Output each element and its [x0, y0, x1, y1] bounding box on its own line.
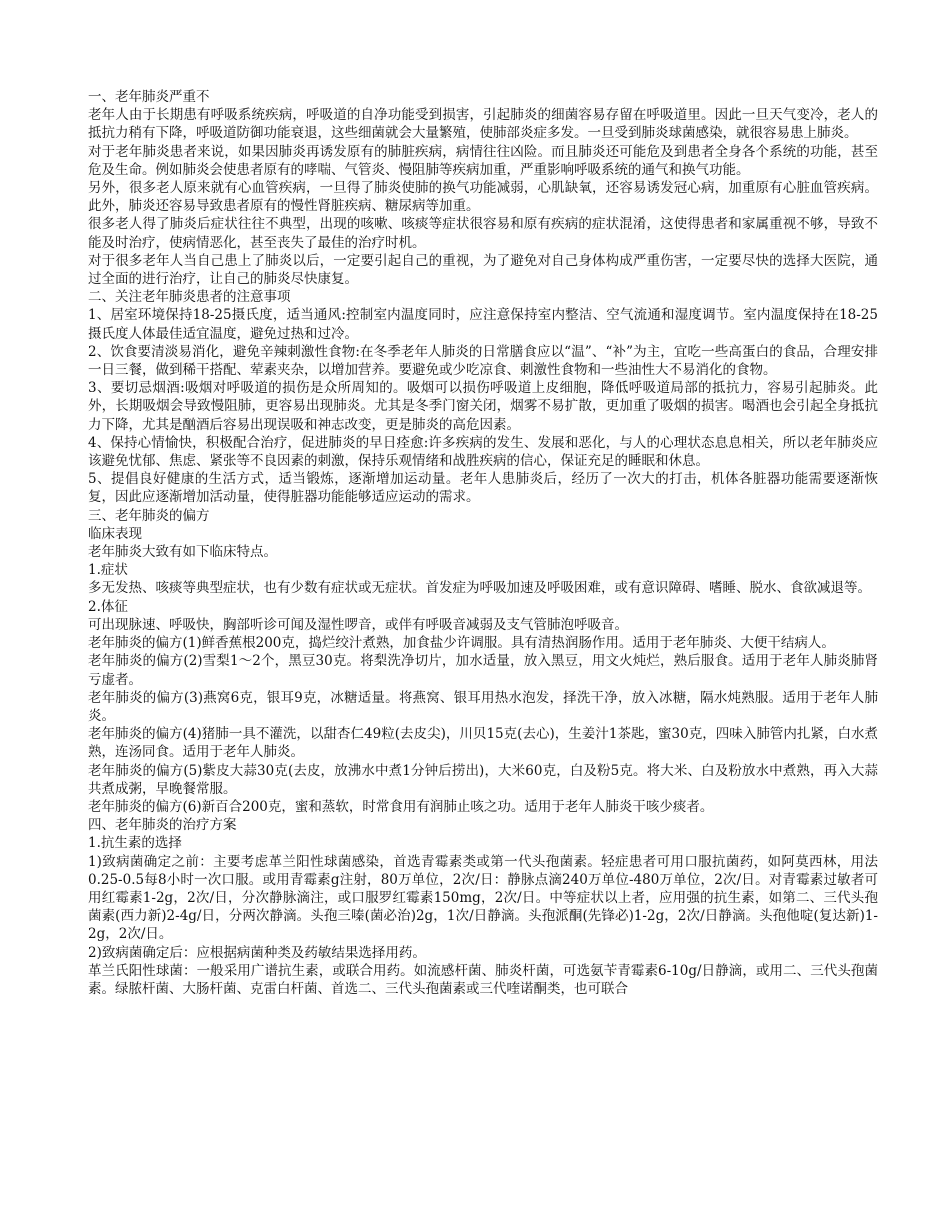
paragraph: 老年肺炎的偏方(5)紫皮大蒜30克(去皮，放沸水中煮1分钟后捞出)，大米60克，白及粉5克。将大米、白及粉放水中煮熟，再入大蒜共煮成粥，早晚餐常服。: [88, 762, 878, 797]
document-body: [88, 88, 878, 998]
paragraph: 2、饮食要清淡易消化，避免辛辣刺激性食物:在冬季老年人肺炎的日常膳食应以“温”、“补”为主，宜吃一些高蛋白的食品，合理安排一日三餐，做到稀干搭配、荤素夹杂，以增加营养。要避免或少吃凉食、刺激性食物和一些油性大不易消化的食物。: [88, 343, 878, 379]
paragraph: 对于老年肺炎患者来说，如果因肺炎再诱发原有的肺脏疾病，病情往往凶险。而且肺炎还可能危及到患者全身各个系统的功能，甚至危及生命。例如肺炎会使患者原有的哮喘、气管炎、慢阻肺等疾病加重，严重影响呼吸系统的通气和换气功能。: [88, 143, 878, 178]
paragraph: 老年肺炎的偏方(4)猪肺一具不灌洗，以甜杏仁49粒(去皮尖)，川贝15克(去心)，生姜汁1茶匙，蜜30克，四味入肺管内扎紧，白水煮熟，连汤同食。适用于老年人肺炎。: [88, 726, 878, 761]
paragraph: 1)致病菌确定之前：主要考虑革兰阳性球菌感染，首选青霉素类或第一代头孢菌素。轻症患者可用口服抗菌药，如阿莫西林，用法0.25-0.5每8小时一次口服。或用青霉素g注射，80万单位，2次/日：静脉点滴240万单位-480万单位，2次/日。对青霉素过敏者可用红霉素1-2g，2次/日，分次静脉滴注，或口服罗红霉素150mg，2次/日。中等症状以上者，应用强的抗生素，如第二、三代头孢菌素(西力新)2-4g/日，分两次静滴。头孢三嗪(菌必治)2g，1次/日静滴。头孢派酮(先锋必)1-2g，2次/日静滴。头孢他啶(复达新)1-2g，2次/日。: [88, 853, 878, 943]
section-heading-1: 一、老年肺炎严重不: [88, 89, 210, 105]
paragraph: 老年肺炎大致有如下临床特点。: [88, 544, 277, 561]
paragraph: 老年肺炎的偏方(3)燕窝6克，银耳9克，冰糖适量。将燕窝、银耳用热水泡发，择洗干净，放入冰糖，隔水炖熟服。适用于老年人肺炎。: [88, 689, 878, 724]
subheading: 1.症状: [88, 562, 128, 579]
paragraph: 对于很多老年人当自己患上了肺炎以后，一定要引起自己的重视，为了避免对自己身体构成严重伤害，一定要尽快的选择大医院，通过全面的进行治疗，让自己的肺炎尽快康复。: [88, 252, 878, 288]
subheading: 1.抗生素的选择: [88, 835, 182, 852]
paragraph: 1、居室环境保持18-25摄氏度，适当通风:控制室内温度同时，应注意保持室内整洁、空气流通和湿度调节。室内温度保持在18-25摄氏度人体最佳适宜温度，避免过热和过冷。: [88, 307, 878, 342]
paragraph: 老年肺炎的偏方(1)鲜香蕉根200克，捣烂绞汁煮熟，加食盐少许调服。具有清热润肠作用。适用于老年肺炎、大便干结病人。: [88, 635, 835, 652]
paragraph: 老年人由于长期患有呼吸系统疾病，呼吸道的自净功能受到损害，引起肺炎的细菌容易存留在呼吸道里。因此一旦天气变冷，老人的抵抗力稍有下降，呼吸道防御功能衰退，这些细菌就会大量繁殖，使肺部炎症多发。一旦受到肺炎球菌感染，就很容易患上肺炎。: [88, 107, 878, 142]
paragraph: 革兰氏阳性球菌：一般采用广谱抗生素，或联合用药。如流感杆菌、肺炎杆菌，可选氨苄青霉素6-10g/日静滴，或用二、三代头孢菌素。绿脓杆菌、大肠杆菌、克雷白杆菌、首选二、三代头孢菌素或三代喹诺酮类，也可联合: [88, 962, 878, 997]
paragraph: 老年肺炎的偏方(2)雪梨1～2个，黑豆30克。将梨洗净切片，加水适量，放入黑豆，用文火炖烂，熟后服食。适用于老年人肺炎肺肾亏虚者。: [88, 653, 878, 688]
paragraph: 另外，很多老人原来就有心血管疾病，一旦得了肺炎使肺的换气功能减弱，心肌缺氧，还容易诱发冠心病，加重原有心脏血管疾病。此外，肺炎还容易导致患者原有的慢性肾脏疾病、糖尿病等加重。: [88, 180, 878, 215]
section-heading-3: 三、老年肺炎的偏方: [88, 507, 210, 524]
paragraph: 很多老人得了肺炎后症状往往不典型，出现的咳嗽、咳痰等症状很容易和原有疾病的症状混淆，这使得患者和家属重视不够，导致不能及时治疗，使病情恶化，甚至丧失了最佳的治疗时机。: [88, 216, 878, 251]
subheading: 2.体征: [88, 598, 128, 615]
section-heading-4: 四、老年肺炎的治疗方案: [88, 817, 237, 834]
paragraph: 多无发热、咳痰等典型症状，也有少数有症状或无症状。首发症为呼吸加速及呼吸困难，或有意识障碍、嗜睡、脱水、食欲减退等。: [88, 580, 871, 597]
paragraph: 可出现脉速、呼吸快，胸部听诊可闻及湿性啰音，或伴有呼吸音减弱及支气管肺泡呼吸音。: [88, 616, 628, 633]
paragraph: 老年肺炎的偏方(6)新百合200克，蜜和蒸软，时常食用有润肺止咳之功。适用于老年人肺炎干咳少痰者。: [88, 798, 714, 815]
paragraph: 5、提倡良好健康的生活方式，适当锻炼，逐渐增加运动量。老年人患肺炎后，经历了一次大的打击，机体各脏器功能需要逐渐恢复，因此应逐渐增加活动量，使得脏器功能能够适应运动的需求。: [88, 471, 878, 506]
section-heading-2: 二、关注老年肺炎患者的注意事项: [88, 289, 291, 306]
paragraph: 4、保持心情愉快，积极配合治疗，促进肺炎的早日痊愈:许多疾病的发生、发展和恶化，与人的心理状态息息相关，所以老年肺炎应该避免忧郁、焦虑、紧张等不良因素的刺激，保持乐观情绪和战胜疾病的信心，保证充足的睡眠和休息。: [88, 434, 878, 470]
paragraph: 3、要切忌烟酒:吸烟对呼吸道的损伤是众所周知的。吸烟可以损伤呼吸道上皮细胞，降低呼吸道局部的抵抗力，容易引起肺炎。此外，长期吸烟会导致慢阻肺，更容易出现肺炎。尤其是冬季门窗关闭，烟雾不易扩散，更加重了吸烟的损害。喝酒也会引起全身抵抗力下降，尤其是酗酒后容易出现误吸和神志改变，更是肺炎的高危因素。: [88, 380, 878, 433]
paragraph: 2)致病菌确定后：应根据病菌种类及药敏结果选择用药。: [88, 944, 426, 961]
subheading: 临床表现: [88, 525, 142, 542]
